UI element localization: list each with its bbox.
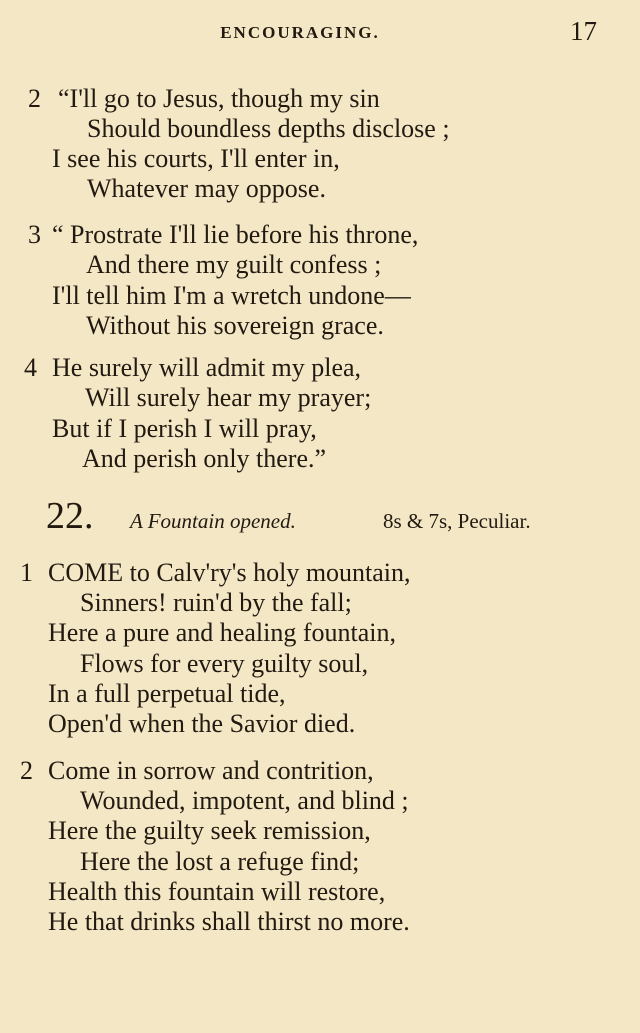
verse-line: Will surely hear my prayer; (85, 383, 372, 412)
verse-line: Here the guilty seek remission, (48, 816, 371, 845)
stanza-number: 1 (20, 558, 33, 587)
stanza-number: 3 (28, 220, 41, 249)
verse-line: He that drinks shall thirst no more. (48, 907, 410, 936)
stanza-number: 4 (24, 353, 37, 382)
verse-line: Sinners! ruin'd by the fall; (80, 588, 352, 617)
verse-line: In a full perpetual tide, (48, 679, 286, 708)
verse-line: And there my guilt confess ; (86, 250, 382, 279)
verse-line: Should boundless depths disclose ; (87, 114, 450, 143)
stanza-number: 2 (28, 84, 41, 113)
verse-line: Wounded, impotent, and blind ; (80, 786, 409, 815)
verse-line: Without his sovereign grace. (86, 311, 384, 340)
verse-line: Whatever may oppose. (87, 174, 326, 203)
verse-line: And perish only there.” (82, 444, 327, 473)
verse-line: I see his courts, I'll enter in, (52, 144, 340, 173)
verse-line: But if I perish I will pray, (52, 414, 317, 443)
verse-line: Here the lost a refuge find; (80, 847, 360, 876)
verse-line: COME to Calv'ry's holy mountain, (48, 558, 411, 587)
hymn-heading (0, 495, 640, 540)
verse-line: Come in sorrow and contrition, (48, 756, 374, 785)
hymn-number: 22. (46, 495, 94, 537)
stanza-number: 2 (20, 756, 33, 785)
hymn-meter: 8s & 7s, Peculiar. (383, 509, 531, 533)
verse-line: “ Prostrate I'll lie before his throne, (52, 220, 419, 249)
verse-line: I'll tell him I'm a wretch undone— (52, 281, 411, 310)
verse-line: “I'll go to Jesus, though my sin (58, 84, 380, 113)
verse-line: Here a pure and healing fountain, (48, 618, 396, 647)
running-header: ENCOURAGING. (220, 23, 380, 42)
verse-line: Flows for every guilty soul, (80, 649, 369, 678)
verse-line: Health this fountain will restore, (48, 877, 386, 906)
verse-line: Open'd when the Savior died. (48, 709, 356, 738)
hymn-subtitle: A Fountain opened. (130, 509, 296, 533)
page-number: 17 (570, 16, 597, 46)
verse-line: He surely will admit my plea, (52, 353, 362, 382)
